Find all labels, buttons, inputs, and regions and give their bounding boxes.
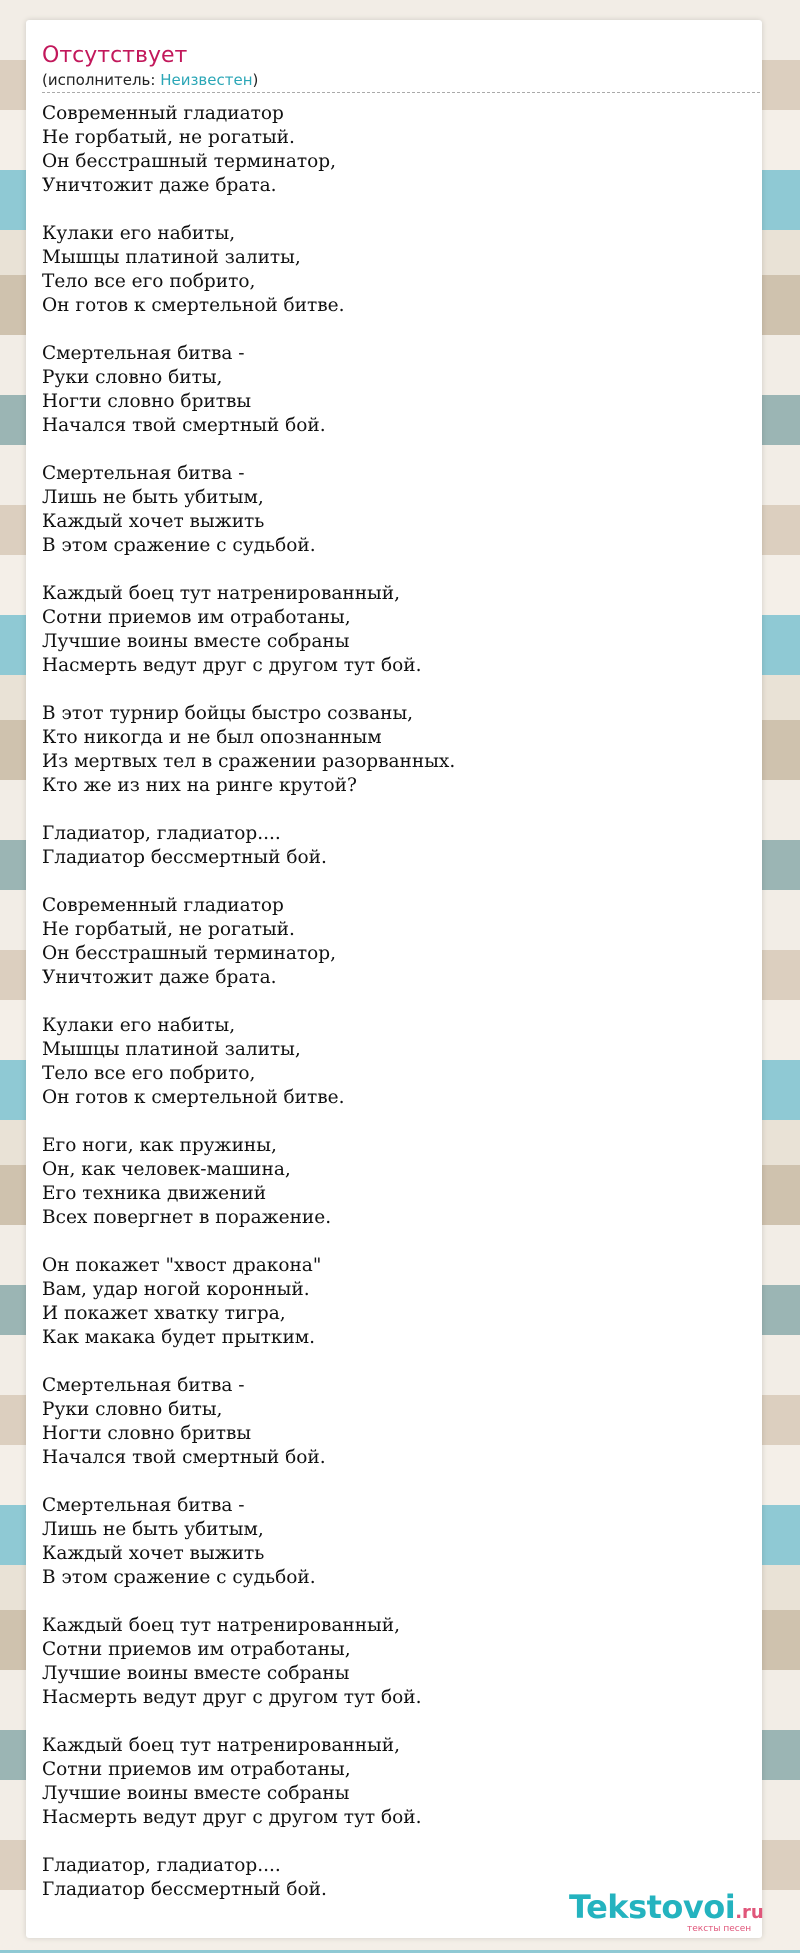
lyrics-line: Ногти словно бритвы xyxy=(42,1423,252,1444)
artist-prefix: (исполнитель: xyxy=(42,71,161,89)
lyrics-line: Всех повергнет в поражение. xyxy=(42,1207,332,1228)
lyrics-line: Смертельная битва - xyxy=(42,1375,245,1396)
lyrics-stanza xyxy=(42,1134,742,1230)
lyrics-line: Его техника движений xyxy=(42,1183,267,1204)
lyrics-line: Уничтожит даже брата. xyxy=(42,175,277,196)
lyrics-line: Сотни приемов им отработаны, xyxy=(42,1639,351,1660)
lyrics-stanza xyxy=(42,1614,742,1710)
lyrics-line: Вам, удар ногой коронный. xyxy=(42,1279,310,1300)
lyrics-line: Не горбатый, не рогатый. xyxy=(42,919,295,940)
lyrics-line: Гладиатор бессмертный бой. xyxy=(42,847,327,868)
lyrics-text xyxy=(42,102,742,1926)
lyrics-line: Сотни приемов им отработаны, xyxy=(42,1759,351,1780)
lyrics-line: Смертельная битва - xyxy=(42,1495,245,1516)
lyrics-line: Начался твой смертный бой. xyxy=(42,415,326,436)
lyrics-stanza xyxy=(42,222,742,318)
lyrics-line: В этот турнир бойцы быстро созваны, xyxy=(42,703,414,724)
lyrics-line: Не горбатый, не рогатый. xyxy=(42,127,295,148)
lyrics-line: Из мертвых тел в сражении разорванных. xyxy=(42,751,456,772)
lyrics-line: Уничтожит даже брата. xyxy=(42,967,277,988)
lyrics-line: Мышцы платиной залиты, xyxy=(42,247,301,268)
lyrics-stanza xyxy=(42,1494,742,1590)
lyrics-line: Руки словно биты, xyxy=(42,1399,223,1420)
lyrics-stanza xyxy=(42,894,742,990)
title-divider xyxy=(42,92,760,93)
lyrics-line: Каждый боец тут натренированный, xyxy=(42,583,400,604)
lyrics-line: Он готов к смертельной битве. xyxy=(42,1087,345,1108)
lyrics-line: Гладиатор, гладиатор.... xyxy=(42,823,281,844)
lyrics-stanza xyxy=(42,462,742,558)
lyrics-line: Ногти словно бритвы xyxy=(42,391,252,412)
artist-link[interactable]: Неизвестен xyxy=(160,71,253,89)
lyrics-line: Мышцы платиной залиты, xyxy=(42,1039,301,1060)
artist-line xyxy=(42,70,258,90)
lyrics-line: Он покажет "хвост дракона" xyxy=(42,1255,322,1276)
lyrics-line: Гладиатор бессмертный бой. xyxy=(42,1879,327,1900)
logo-tld: .ru xyxy=(735,1902,764,1923)
lyrics-line: Насмерть ведут друг с другом тут бой. xyxy=(42,1807,422,1828)
lyrics-line: Кто никогда и не был опознанным xyxy=(42,727,382,748)
lyrics-line: Тело все его побрито, xyxy=(42,1063,256,1084)
song-title: Отсутствует xyxy=(42,43,188,68)
lyrics-line: Каждый боец тут натренированный, xyxy=(42,1735,400,1756)
lyrics-line: Лучшие воины вместе собраны xyxy=(42,631,350,652)
logo-tagline: тексты песен xyxy=(687,1924,752,1934)
lyrics-line: Каждый боец тут натренированный, xyxy=(42,1615,400,1636)
lyrics-stanza xyxy=(42,1374,742,1470)
lyrics-stanza xyxy=(42,1734,742,1830)
lyrics-line: Смертельная битва - xyxy=(42,463,245,484)
lyrics-line: Насмерть ведут друг с другом тут бой. xyxy=(42,655,422,676)
lyrics-line: Лишь не быть убитым, xyxy=(42,487,264,508)
lyrics-line: Он, как человек-машина, xyxy=(42,1159,291,1180)
lyrics-line: Как макака будет прытким. xyxy=(42,1327,316,1348)
lyrics-line: Каждый хочет выжить xyxy=(42,1543,265,1564)
lyrics-line: В этом сражение с судьбой. xyxy=(42,1567,316,1588)
lyrics-line: Гладиатор, гладиатор.... xyxy=(42,1855,281,1876)
lyrics-line: Он готов к смертельной битве. xyxy=(42,295,345,316)
lyrics-line: Лучшие воины вместе собраны xyxy=(42,1783,350,1804)
lyrics-line: Лучшие воины вместе собраны xyxy=(42,1663,350,1684)
lyrics-line: Насмерть ведут друг с другом тут бой. xyxy=(42,1687,422,1708)
lyrics-line: В этом сражение с судьбой. xyxy=(42,535,316,556)
lyrics-line: Каждый хочет выжить xyxy=(42,511,265,532)
lyrics-line: Руки словно биты, xyxy=(42,367,223,388)
lyrics-line: Лишь не быть убитым, xyxy=(42,1519,264,1540)
site-logo[interactable] xyxy=(569,1888,764,1934)
lyrics-stanza xyxy=(42,1014,742,1110)
lyrics-line: Его ноги, как пружины, xyxy=(42,1135,277,1156)
lyrics-stanza xyxy=(42,822,742,870)
lyrics-line: Современный гладиатор xyxy=(42,103,284,124)
artist-suffix: ) xyxy=(252,71,259,89)
lyrics-line: Тело все его побрито, xyxy=(42,271,256,292)
lyrics-line: Кто же из них на ринге крутой? xyxy=(42,775,357,796)
lyrics-stanza xyxy=(42,1254,742,1350)
lyrics-line: Начался твой смертный бой. xyxy=(42,1447,326,1468)
lyrics-line: Смертельная битва - xyxy=(42,343,245,364)
lyrics-stanza xyxy=(42,102,742,198)
logo-main-text: Tekstovoi xyxy=(569,1888,736,1926)
lyrics-line: Кулаки его набиты, xyxy=(42,223,236,244)
lyrics-line: Он бесстрашный терминатор, xyxy=(42,943,336,964)
lyrics-stanza xyxy=(42,342,742,438)
lyrics-line: Сотни приемов им отработаны, xyxy=(42,607,351,628)
lyrics-stanza xyxy=(42,582,742,678)
lyrics-card xyxy=(26,20,762,1938)
lyrics-line: Современный гладиатор xyxy=(42,895,284,916)
lyrics-line: Он бесстрашный терминатор, xyxy=(42,151,336,172)
lyrics-line: Кулаки его набиты, xyxy=(42,1015,236,1036)
lyrics-stanza xyxy=(42,702,742,798)
lyrics-line: И покажет хватку тигра, xyxy=(42,1303,286,1324)
